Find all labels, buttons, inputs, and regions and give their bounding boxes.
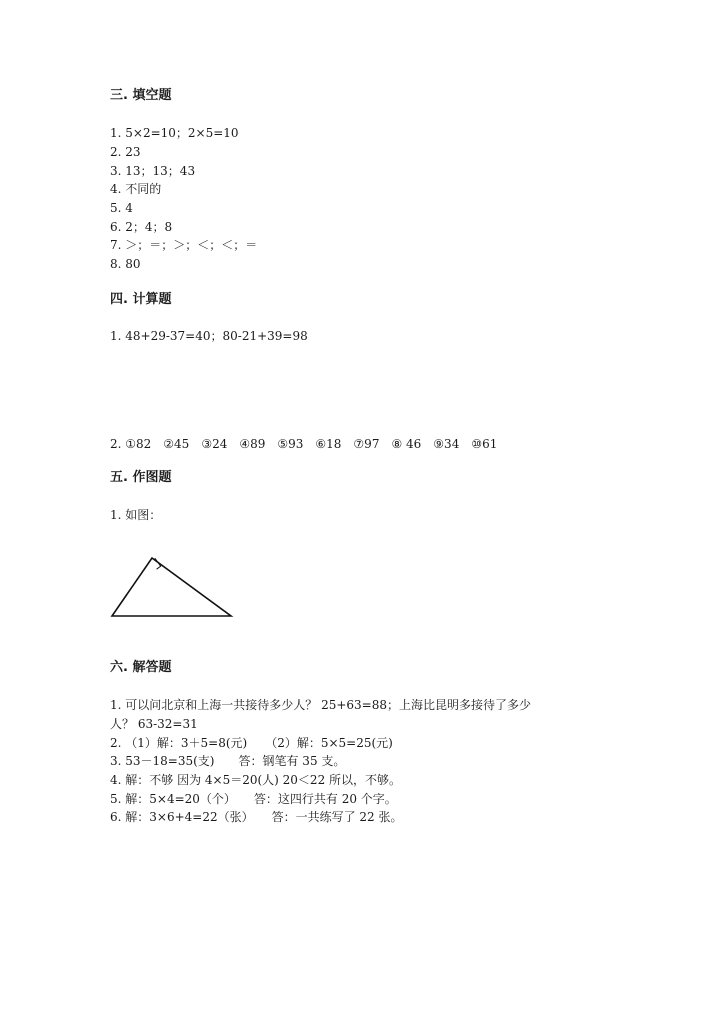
- solution-answer-4: 4. 解：不够 因为 4×5＝20(人) 20＜22 所以，不够。: [110, 773, 402, 787]
- fill-blank-answer-4: 4. 不同的: [110, 182, 162, 196]
- section-5-title: 五. 作图题: [110, 470, 172, 485]
- triangle-shape: [112, 558, 231, 616]
- solution-answer-5: 5. 解：5×4=20（个） 答：这四行共有 20 个字。: [110, 792, 397, 806]
- solution-answer-2: 2. （1）解：3＋5=8(元) （2）解：5×5=25(元): [110, 736, 393, 750]
- fill-blank-answer-1: 1. 5×2=10；2×5=10: [110, 126, 239, 140]
- solution-answer-6: 6. 解：3×6+4=22（张） 答：一共练写了 22 张。: [110, 810, 403, 824]
- solution-answer-3: 3. 53－18=35(支) 答：钢笔有 35 支。: [110, 754, 346, 768]
- solution-answer-1: 1. 可以问北京和上海一共接待多少人？ 25+63=88；上海比昆明多接待了多少: [110, 698, 531, 712]
- fill-blank-answer-5: 5. 4: [110, 201, 133, 215]
- section-3-title: 三. 填空题: [110, 88, 172, 103]
- calc-answer-1: 1. 48+29-37=40；80-21+39=98: [110, 329, 308, 343]
- section-4-title: 四. 计算题: [110, 292, 172, 307]
- solution-answer-1-continued: 人？ 63-32=31: [110, 717, 198, 731]
- right-triangle-figure: [105, 552, 245, 624]
- fill-blank-answer-6: 6. 2；4；8: [110, 220, 173, 234]
- drawing-answer-1: 1. 如图：: [110, 508, 162, 522]
- calc-answer-2: 2. ①82 ②45 ③24 ④89 ⑤93 ⑥18 ⑦97 ⑧ 46 ⑨34 ⑩61: [110, 437, 498, 451]
- fill-blank-answer-8: 8. 80: [110, 257, 141, 271]
- fill-blank-answer-7: 7. ＞；＝；＞；＜；＜；＝: [110, 238, 258, 252]
- fill-blank-answer-3: 3. 13；13；43: [110, 164, 196, 178]
- section-6-title: 六. 解答题: [110, 660, 172, 675]
- fill-blank-answer-2: 2. 23: [110, 145, 141, 159]
